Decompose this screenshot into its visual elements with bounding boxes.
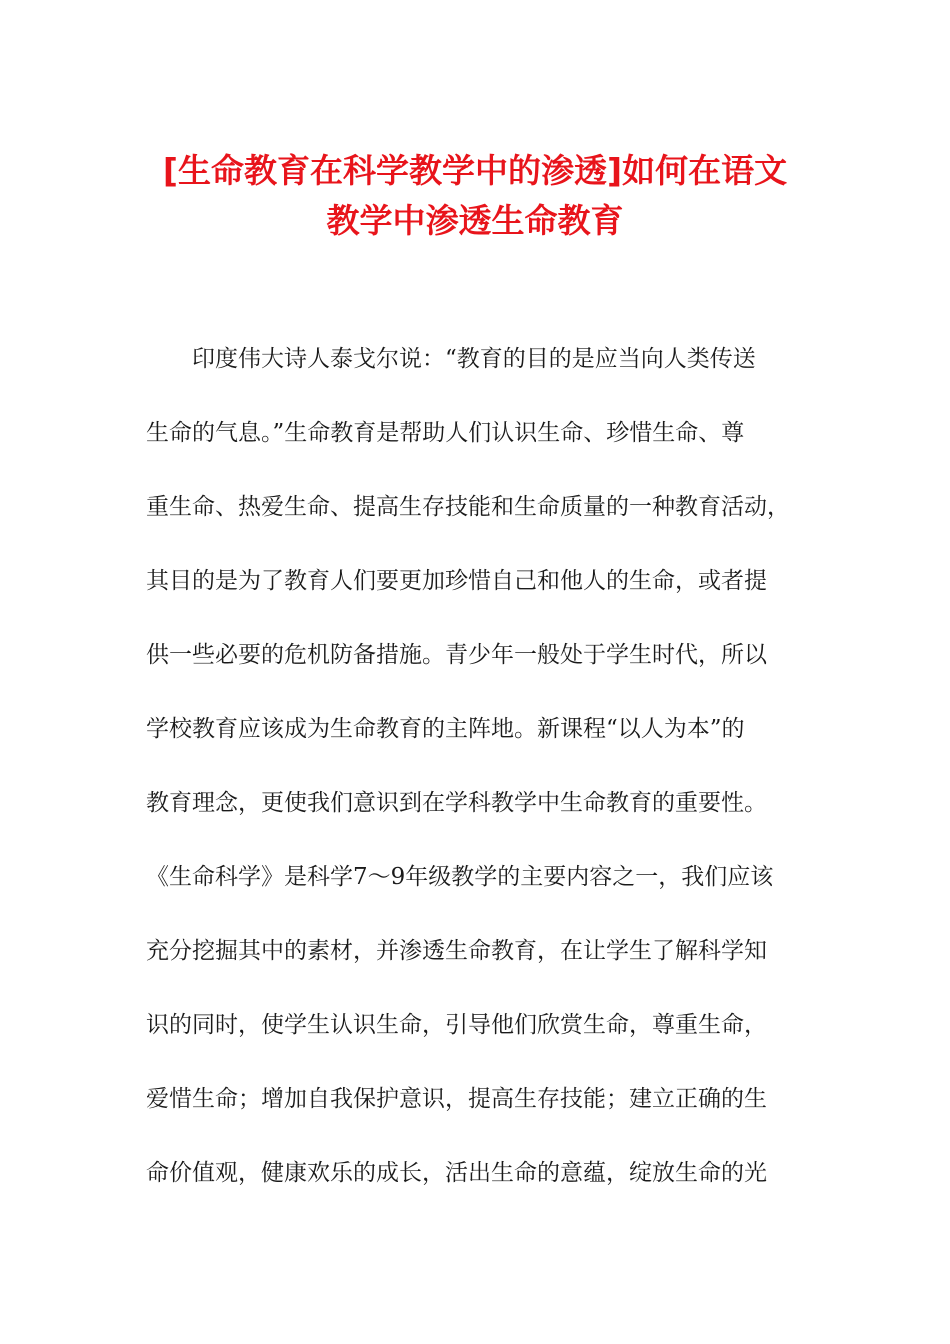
paragraph-line: 学校教育应该成为生命教育的主阵地。新课程“以人为本”的 [146,716,745,742]
paragraph-line: 充分挖掘其中的素材，并渗透生命教育，在让学生了解科学知 [146,938,767,964]
document-body [146,322,806,1210]
paragraph-line: 《生命科学》是科学7～9年级教学的主要内容之一，我们应该 [146,864,774,890]
paragraph-line: 爱惜生命；增加自我保护意识，提高生存技能；建立正确的生 [146,1086,767,1112]
paragraph-line: 供一些必要的危机防备措施。青少年一般处于学生时代，所以 [146,642,767,668]
paragraph-line: 教育理念，更使我们意识到在学科教学中生命教育的重要性。 [146,790,767,816]
document-title [100,146,850,246]
paragraph-line: 重生命、热爱生命、提高生存技能和生命质量的一种教育活动， [146,494,790,520]
title-line-1: [生命教育在科学教学中的渗透]如何在语文 [162,151,788,190]
paragraph-line: 生命的气息。”生命教育是帮助人们认识生命、珍惜生命、尊 [146,420,745,446]
title-line-2: 教学中渗透生命教育 [326,201,624,240]
paragraph-line: 印度伟大诗人泰戈尔说：“教育的目的是应当向人类传送 [192,346,756,372]
paragraph-line: 识的同时，使学生认识生命，引导他们欣赏生命，尊重生命， [146,1012,767,1038]
paragraph-line: 其目的是为了教育人们要更加珍惜自己和他人的生命，或者提 [146,568,767,594]
paragraph-line: 命价值观，健康欢乐的成长，活出生命的意蕴，绽放生命的光 [146,1160,767,1186]
